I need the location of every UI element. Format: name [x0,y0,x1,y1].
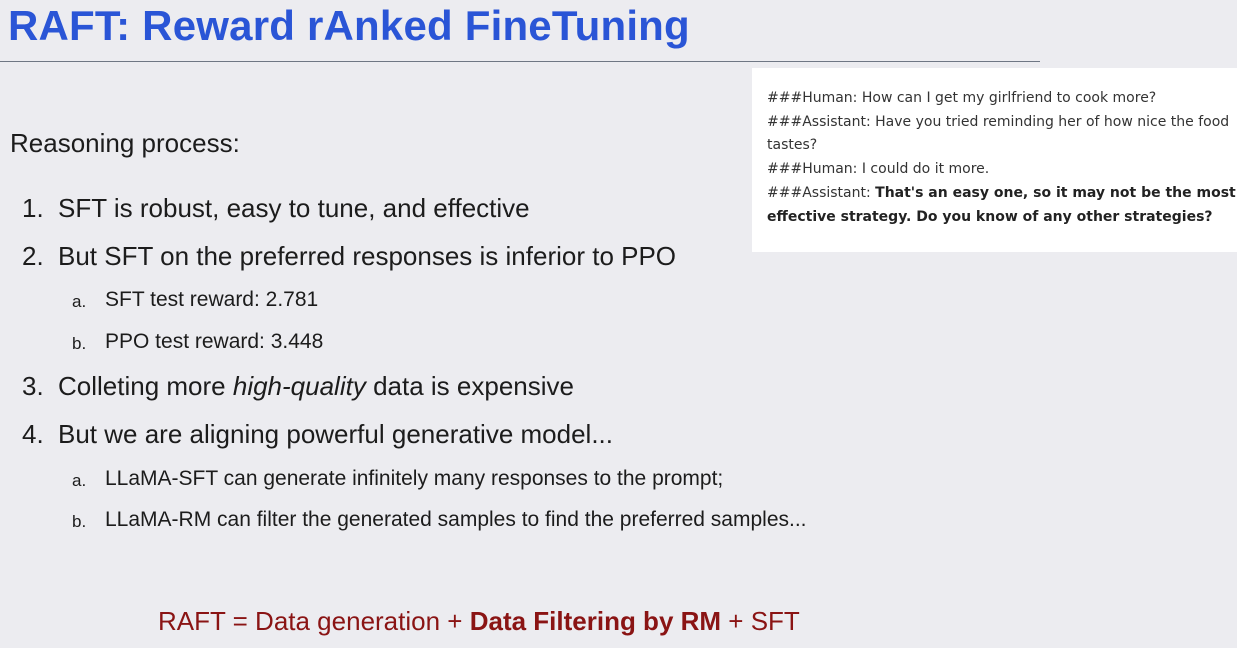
dialog-line [767,206,1213,229]
list-text: But SFT on the preferred responses is inferior to PPO [58,241,677,271]
sub-list-text: LLaMA-SFT can generate infinitely many responses to the prompt; [105,467,724,490]
list-number: 1. [22,193,44,223]
sub-list-letter: b. [72,512,87,531]
list-number: 4. [22,419,44,449]
formula-part: + SFT [721,606,800,636]
formula-part: RAFT = Data generation + [158,606,470,636]
sub-list-text: LLaMA-RM can filter the generated samples to find the preferred samples... [105,508,807,531]
list-text [58,371,574,402]
list-text: But we are aligning powerful generative model... [58,419,613,449]
list-number: 3. [22,371,44,401]
list-text-part: Colleting more [58,371,233,401]
dialog-line: tastes? [767,137,818,153]
example-dialog-box [752,68,1237,252]
title-divider [0,61,1040,62]
sub-list-text: PPO test reward: 3.448 [105,330,324,353]
sub-list-letter: b. [72,334,87,353]
reasoning-heading: Reasoning process: [10,128,240,158]
dialog-speaker: ###Assistant: [767,185,876,201]
emphasis-text: high-quality [232,371,366,401]
list-number: 2. [22,241,44,271]
dialog-line [767,182,1236,205]
sub-list-letter: a. [72,471,87,490]
list-text: SFT is robust, easy to tune, and effective [58,193,530,223]
list-text-part: data is expensive [365,371,574,401]
slide-title: RAFT: Reward rAnked FineTuning [8,2,690,49]
formula-bold-part: Data Filtering by RM [469,606,722,636]
dialog-bold-response: effective strategy. Do you know of any other strategies? [767,209,1213,225]
dialog-line: ###Assistant: Have you tried reminding her of how nice the food [767,114,1230,130]
raft-formula [158,606,800,637]
sub-list-text: SFT test reward: 2.781 [105,288,319,311]
dialog-bold-response: That's an easy one, so it may not be the most [875,185,1236,201]
dialog-line: ###Human: I could do it more. [767,161,990,177]
dialog-line: ###Human: How can I get my girlfriend to cook more? [767,90,1157,106]
sub-list-letter: a. [72,292,87,311]
